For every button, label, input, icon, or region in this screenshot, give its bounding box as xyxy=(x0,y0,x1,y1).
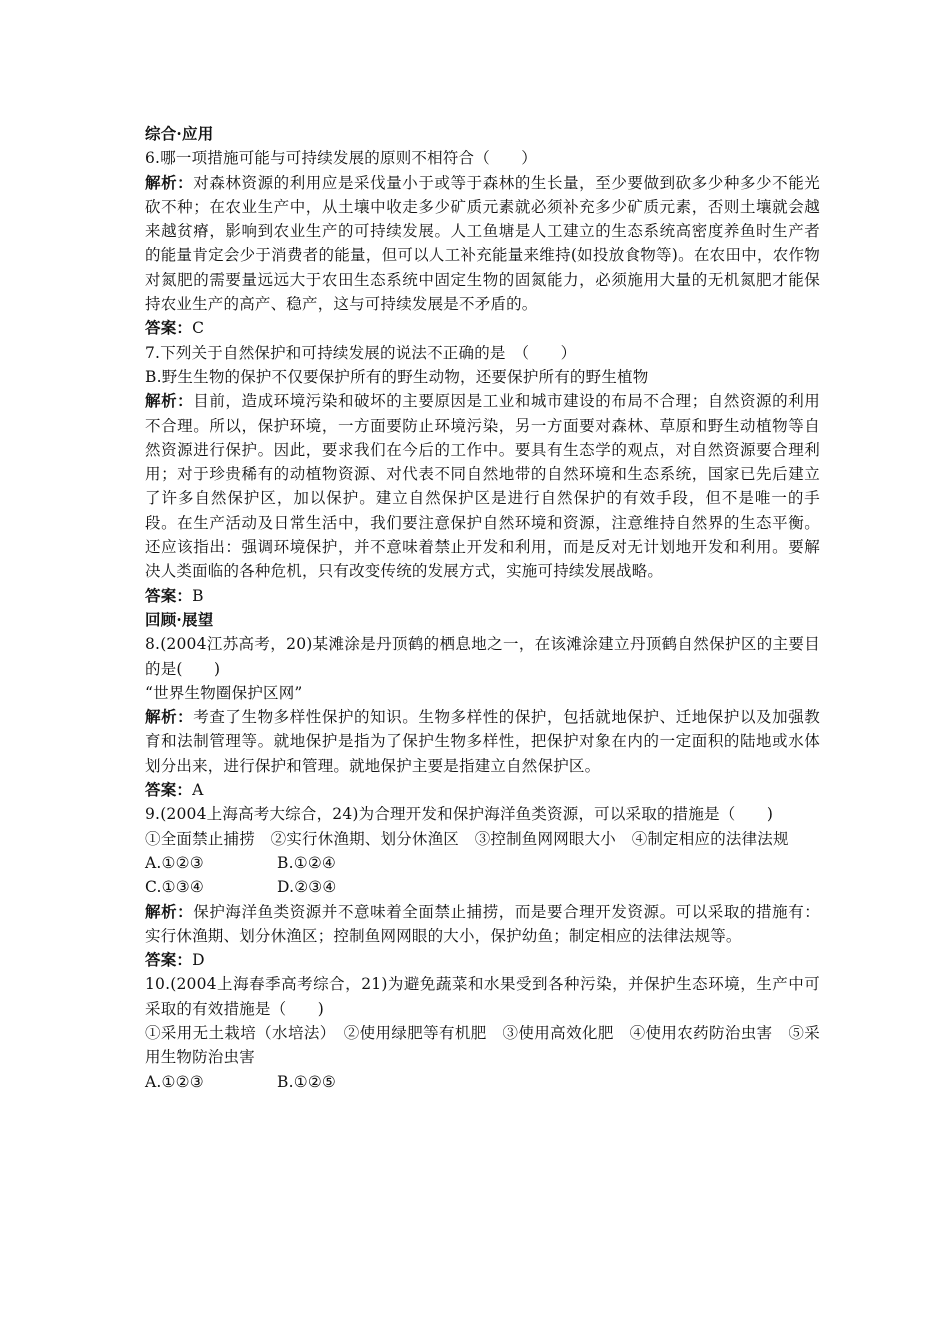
question-8-quote: “世界生物圈保护区网” xyxy=(145,683,303,702)
answer-label: 答案： xyxy=(145,585,193,605)
question-10-options-row-1 xyxy=(145,1070,820,1094)
answer-value: C xyxy=(192,319,205,338)
question-10-stem: 10.(2004上海春季高考综合，21)为避免蔬菜和水果受到各种污染，并保护生态环境，生产中可采取的有效措施是（ ) xyxy=(145,975,820,1018)
option-d: D.②③④ xyxy=(277,878,337,897)
document-page xyxy=(145,122,820,1094)
option-c: C.①③④ xyxy=(145,878,204,897)
question-9-options-row-2 xyxy=(145,875,820,899)
answer-value: A xyxy=(192,781,204,800)
section-heading: 回顾·展望 xyxy=(145,609,214,629)
analysis-text: 对森林资源的利用应是采伐量小于或等于森林的生长量，至少要做到砍多少种多少不能光砍不种；在农业生产中，从土壤中收走多少矿质元素就必须补充多少矿质元素，否则土壤就会越来越贫瘠，影响到农业生产的可持续发展。人工鱼塘是人工建立的生态系统高密度养鱼时生产者的能量肯定会少于消费者的能量，但可以人工补充能量来维持(如投放食物等)。在农田中，农作物对氮肥的需要量远远大于农田生态系统中固定生物的固氮能力，必须施用大量的无机氮肥才能保持农业生产的高产、稳产，这与可持续发展是不矛盾的。 xyxy=(145,173,820,314)
analysis-label: 解析： xyxy=(145,172,194,192)
question-6-answer xyxy=(145,316,820,340)
question-8-stem: 8.(2004江苏高考，20)某滩涂是丹顶鹤的栖息地之一，在该滩涂建立丹顶鹤自然保护区的主要目的是( ) xyxy=(145,635,820,678)
question-6-stem: 6.哪一项措施可能与可持续发展的原则不相符合（ ） xyxy=(145,149,537,168)
analysis-text: 目前，造成环境污染和破坏的主要原因是工业和城市建设的布局不合理；自然资源的利用不合理。所以，保护环境，一方面要防止环境污染，另一方面要对森林、草原和野生动植物等自然资源进行保护。因此，要求我们在今后的工作中。要具有生态学的观点，对自然资源要合理利用；对于珍贵稀有的动植物资源、对代表不同自然地带的自然环境和生态系统，国家已先后建立了许多自然保护区，加以保护。建立自然保护区是进行自然保护的有效手段，但不是唯一的手段。在生产活动及日常生活中，我们要注意保护自然环境和资源，注意维持自然界的生态平衡。还应该指出：强调环境保护，并不意味着禁止开发和利用，而是反对无计划地开发和利用。要解决人类面临的各种危机，只有改变传统的发展方式，实施可持续发展战略。 xyxy=(145,392,820,581)
option-a: A.①②③ xyxy=(145,853,204,872)
answer-value: D xyxy=(192,951,205,970)
analysis-label: 解析： xyxy=(145,707,194,727)
question-7-answer xyxy=(145,584,820,608)
question-6-analysis xyxy=(145,171,820,317)
option-b: B.①②④ xyxy=(277,853,337,872)
analysis-label: 解析： xyxy=(145,901,194,921)
question-7-analysis xyxy=(145,389,820,583)
question-9-items: ①全面禁止捕捞 ②实行休渔期、划分休渔区 ③控制鱼网网眼大小 ④制定相应的法律法规 xyxy=(145,829,789,848)
analysis-text: 考查了生物多样性保护的知识。生物多样性的保护，包括就地保护、迁地保护以及加强教育和法制管理等。就地保护是指为了保护生物多样性，把保护对象在内的一定面积的陆地或水体划分出来，进行保护和管理。就地保护主要是指建立自然保护区。 xyxy=(145,708,820,775)
section-heading: 综合·应用 xyxy=(145,124,214,143)
analysis-label: 解析： xyxy=(145,391,194,411)
answer-label: 答案： xyxy=(145,950,193,970)
option-b: B.①②⑤ xyxy=(277,1072,337,1091)
question-7-option-b: B.野生生物的保护不仅要保护所有的野生动物，还要保护所有的野生植物 xyxy=(145,367,649,386)
option-a: A.①②③ xyxy=(145,1072,204,1091)
question-9-answer xyxy=(145,948,820,972)
question-8-answer xyxy=(145,778,820,802)
question-10-items: ①采用无土栽培（水培法） ②使用绿肥等有机肥 ③使用高效化肥 ④使用农药防治虫害 ⑤采用生物防治虫害 xyxy=(145,1023,820,1067)
analysis-text: 保护海洋鱼类资源并不意味着全面禁止捕捞，而是要合理开发资源。可以采取的措施有：实行休渔期、划分休渔区；控制鱼网网眼的大小，保护幼鱼；制定相应的法律法规等。 xyxy=(145,902,820,945)
question-9-options-row-1 xyxy=(145,851,820,875)
answer-label: 答案： xyxy=(145,780,193,800)
question-9-analysis xyxy=(145,900,820,949)
question-7-stem: 7.下列关于自然保护和可持续发展的说法不正确的是 （ ） xyxy=(145,343,577,362)
question-8-analysis xyxy=(145,705,820,778)
answer-label: 答案： xyxy=(145,318,193,338)
question-9-stem: 9.(2004上海高考大综合，24)为合理开发和保护海洋鱼类资源，可以采取的措施是（ ) xyxy=(145,805,774,824)
answer-value: B xyxy=(192,586,204,605)
